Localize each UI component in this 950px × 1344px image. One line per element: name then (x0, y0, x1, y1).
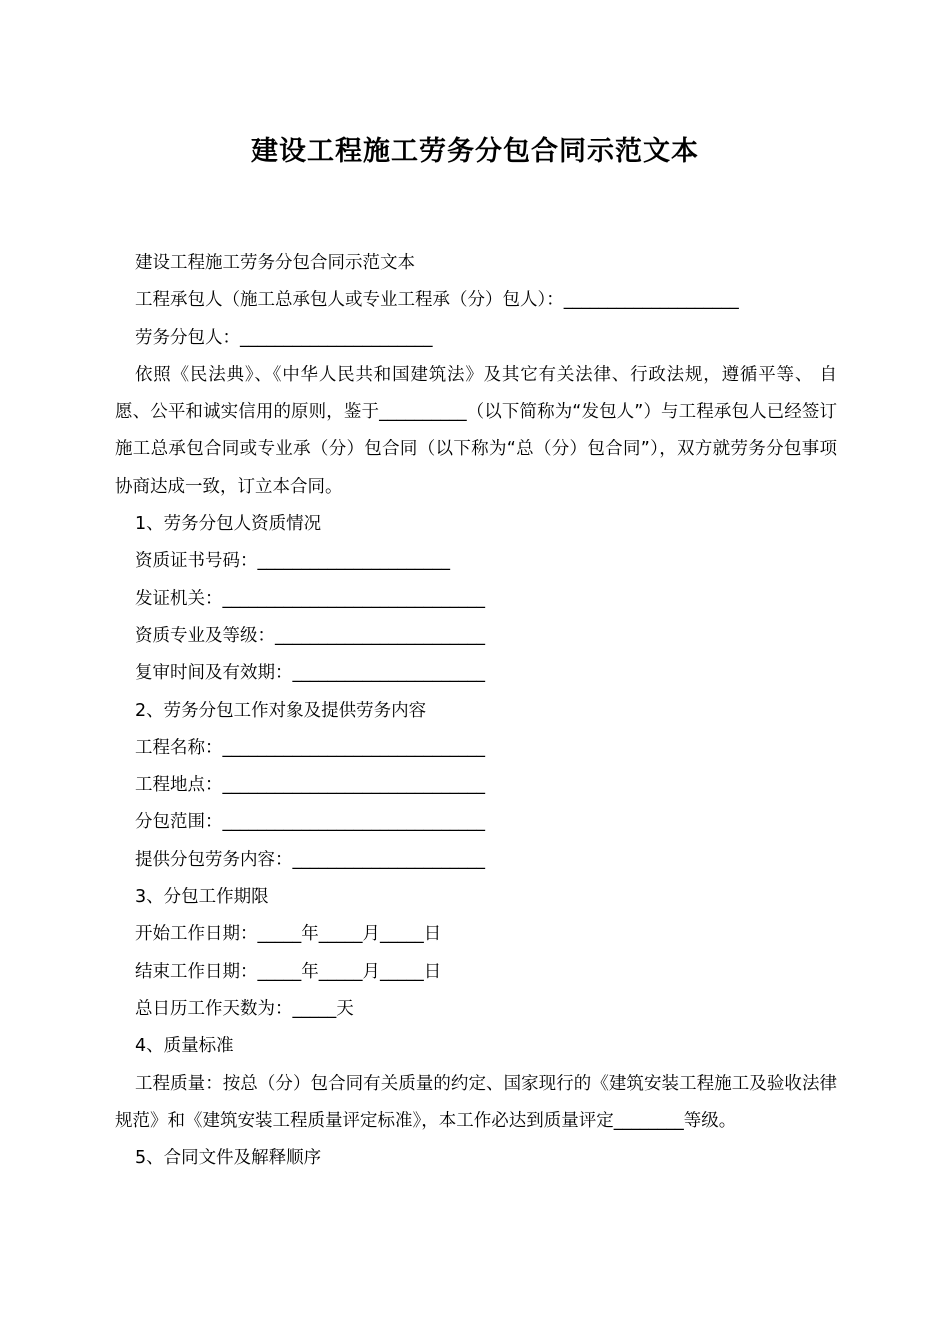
issuing-authority-field: 发证机关：______________________________ (135, 588, 485, 609)
contractor-field: 工程承包人（施工总承包人或专业工程承（分）包人）：____________________ (135, 290, 739, 311)
subtitle-line: 建设工程施工劳务分包合同示范文本 (135, 253, 415, 273)
review-validity-field: 复审时间及有效期：______________________ (135, 663, 485, 684)
preamble-paragraph: 依照《民法典》、《中华人民共和国建筑法》及其它有关法律、行政法规，遵循平等、 自愿、公平和诚实信用的原则，鉴于__________（以下简称为“发包人”）与工程承包人已经签订施工总承包合同或专业承（分）包合同（以下称为“总（分）包合同”），双方就劳务分包事项协商达成一致，订立本合同。 (115, 364, 837, 497)
document-body (115, 245, 837, 1177)
total-days-field: 总日历工作天数为：_____天 (135, 998, 354, 1019)
qualification-grade-field: 资质专业及等级：________________________ (135, 625, 485, 646)
subcontract-scope-field: 分包范围：______________________________ (135, 812, 485, 833)
subcontractor-field: 劳务分包人：______________________ (135, 327, 433, 348)
section-heading: 2、劳务分包工作对象及提供劳务内容 (135, 700, 427, 721)
project-location-field: 工程地点：______________________________ (135, 775, 485, 796)
document-title: 建设工程施工劳务分包合同示范文本 (251, 136, 699, 167)
section-heading: 4、质量标准 (135, 1036, 234, 1057)
section-heading: 3、分包工作期限 (135, 887, 269, 908)
qualification-cert-field: 资质证书号码：______________________ (135, 551, 450, 572)
section-heading: 1、劳务分包人资质情况 (135, 514, 322, 535)
start-date-field: 开始工作日期：_____年_____月_____日 (135, 924, 442, 945)
end-date-field: 结束工作日期：_____年_____月_____日 (135, 961, 442, 982)
section-heading: 5、合同文件及解释顺序 (135, 1148, 322, 1169)
quality-paragraph: 工程质量：按总（分）包合同有关质量的约定、国家现行的《建筑安装工程施工及验收法律规范》和《建筑安装工程质量评定标准》，本工作必达到质量评定________等级。 (115, 1073, 837, 1131)
project-name-field: 工程名称：______________________________ (135, 737, 485, 758)
labor-content-field: 提供分包劳务内容：______________________ (135, 849, 485, 870)
